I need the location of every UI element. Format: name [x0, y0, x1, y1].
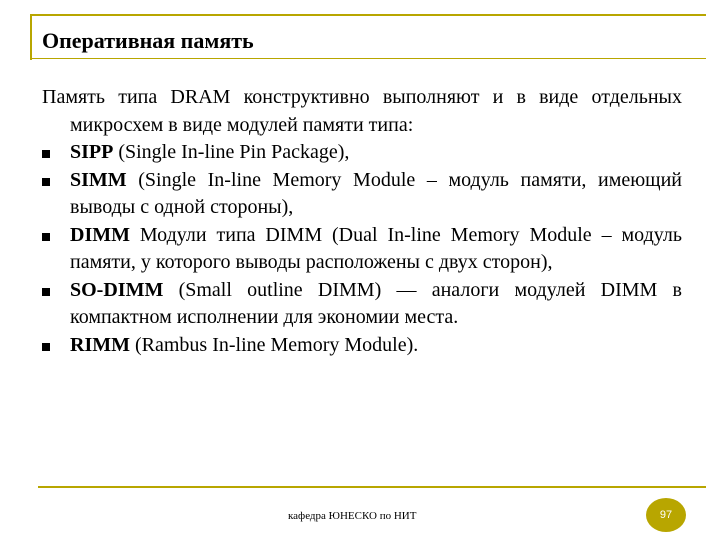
item-term: RIMM [70, 333, 130, 356]
square-bullet-icon [42, 150, 50, 158]
item-text: (Single In-line Pin Package), [113, 141, 350, 163]
page-number-badge [646, 498, 686, 532]
item-text: (Rambus In-line Memory Module). [129, 333, 419, 356]
title-frame-top-line [30, 14, 706, 16]
square-bullet-icon [42, 178, 50, 186]
bullet-list [42, 139, 682, 359]
item-term: SO-DIMM [70, 278, 164, 301]
title-frame-vertical-line [30, 14, 32, 60]
item-term: SIPP [70, 141, 114, 163]
list-item [42, 277, 682, 332]
page-number: 97 [659, 509, 673, 521]
footer-divider-line [38, 486, 706, 488]
title-divider-line [30, 58, 706, 59]
square-bullet-icon [42, 343, 50, 351]
list-item [42, 222, 682, 277]
item-text: (Small outline DIMM) — аналоги модулей DIMM в компактном исполнении для экономии места. [70, 278, 682, 328]
intro-paragraph: Память типа DRAM конструктивно выполняют и в виде отдельных микросхем в виде модулей памяти типа: [42, 86, 682, 136]
item-term: SIMM [70, 168, 127, 191]
slide-body [42, 84, 682, 359]
footer-text: кафедра ЮНЕСКО по НИТ [288, 510, 417, 522]
list-item [42, 139, 682, 167]
item-text: (Single In-line Memory Module – модуль памяти, имеющий выводы с одной стороны), [70, 168, 682, 218]
square-bullet-icon [42, 233, 50, 241]
item-text: Модули типа DIMM (Dual In-line Memory Module – модуль памяти, у которого выводы расположены с двух сторон), [70, 223, 682, 273]
slide-title: Оперативная память [42, 28, 254, 53]
list-item [42, 167, 682, 222]
item-term: DIMM [70, 223, 130, 246]
square-bullet-icon [42, 288, 50, 296]
list-item [42, 332, 682, 360]
